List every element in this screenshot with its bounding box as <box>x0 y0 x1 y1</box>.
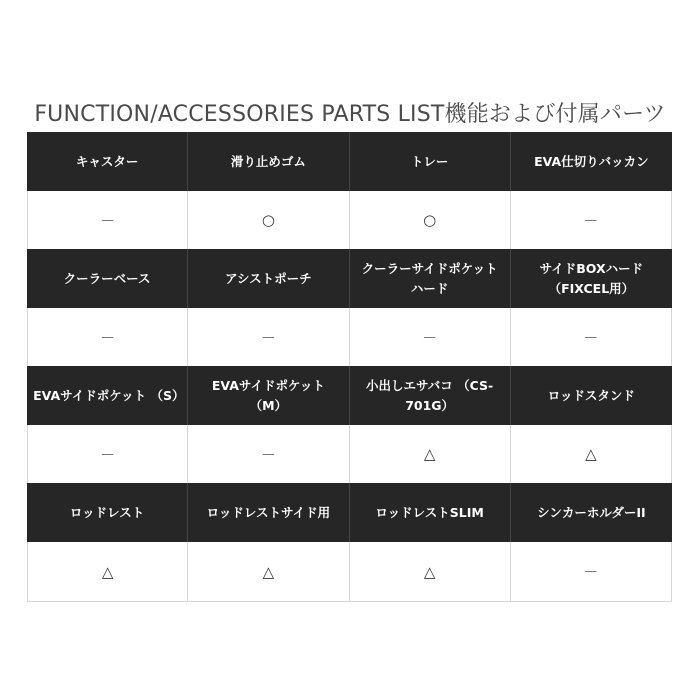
availability-cell: － <box>511 191 672 249</box>
availability-cell: － <box>188 308 349 366</box>
availability-cell: ○ <box>350 191 511 249</box>
availability-cell: △ <box>188 542 349 602</box>
availability-cell: △ <box>350 542 511 602</box>
part-name-header: EVA仕切りバッカン <box>511 132 672 191</box>
part-name-header: トレー <box>350 132 511 191</box>
part-name-header: EVAサイドポケット （M） <box>188 366 349 425</box>
availability-cell: △ <box>350 425 511 483</box>
part-name-header: キャスター <box>27 132 188 191</box>
availability-cell: － <box>27 308 188 366</box>
part-name-header: 滑り止めゴム <box>188 132 349 191</box>
part-name-header: 小出しエサバコ （CS-701G） <box>350 366 511 425</box>
part-name-header: アシストポーチ <box>188 249 349 308</box>
part-name-header: ロッドレストサイド用 <box>188 483 349 542</box>
part-name-header: シンカーホルダーII <box>511 483 672 542</box>
availability-cell: － <box>27 191 188 249</box>
parts-table <box>27 132 672 602</box>
part-name-header: サイドBOXハード （FIXCEL用） <box>511 249 672 308</box>
part-name-header: ロッドスタンド <box>511 366 672 425</box>
part-name-header: ロッドレスト <box>27 483 188 542</box>
page-title: FUNCTION/ACCESSORIES PARTS LIST機能および付属パーツ <box>34 102 666 127</box>
availability-cell: － <box>27 425 188 483</box>
availability-cell: － <box>511 542 672 602</box>
part-name-header: クーラーベース <box>27 249 188 308</box>
availability-cell: － <box>511 308 672 366</box>
availability-cell: △ <box>27 542 188 602</box>
availability-cell: － <box>188 425 349 483</box>
part-name-header: ロッドレストSLIM <box>350 483 511 542</box>
availability-cell: － <box>350 308 511 366</box>
part-name-header: クーラーサイドポケット ハード <box>350 249 511 308</box>
availability-cell: △ <box>511 425 672 483</box>
part-name-header: EVAサイドポケット （S） <box>27 366 188 425</box>
availability-cell: ○ <box>188 191 349 249</box>
